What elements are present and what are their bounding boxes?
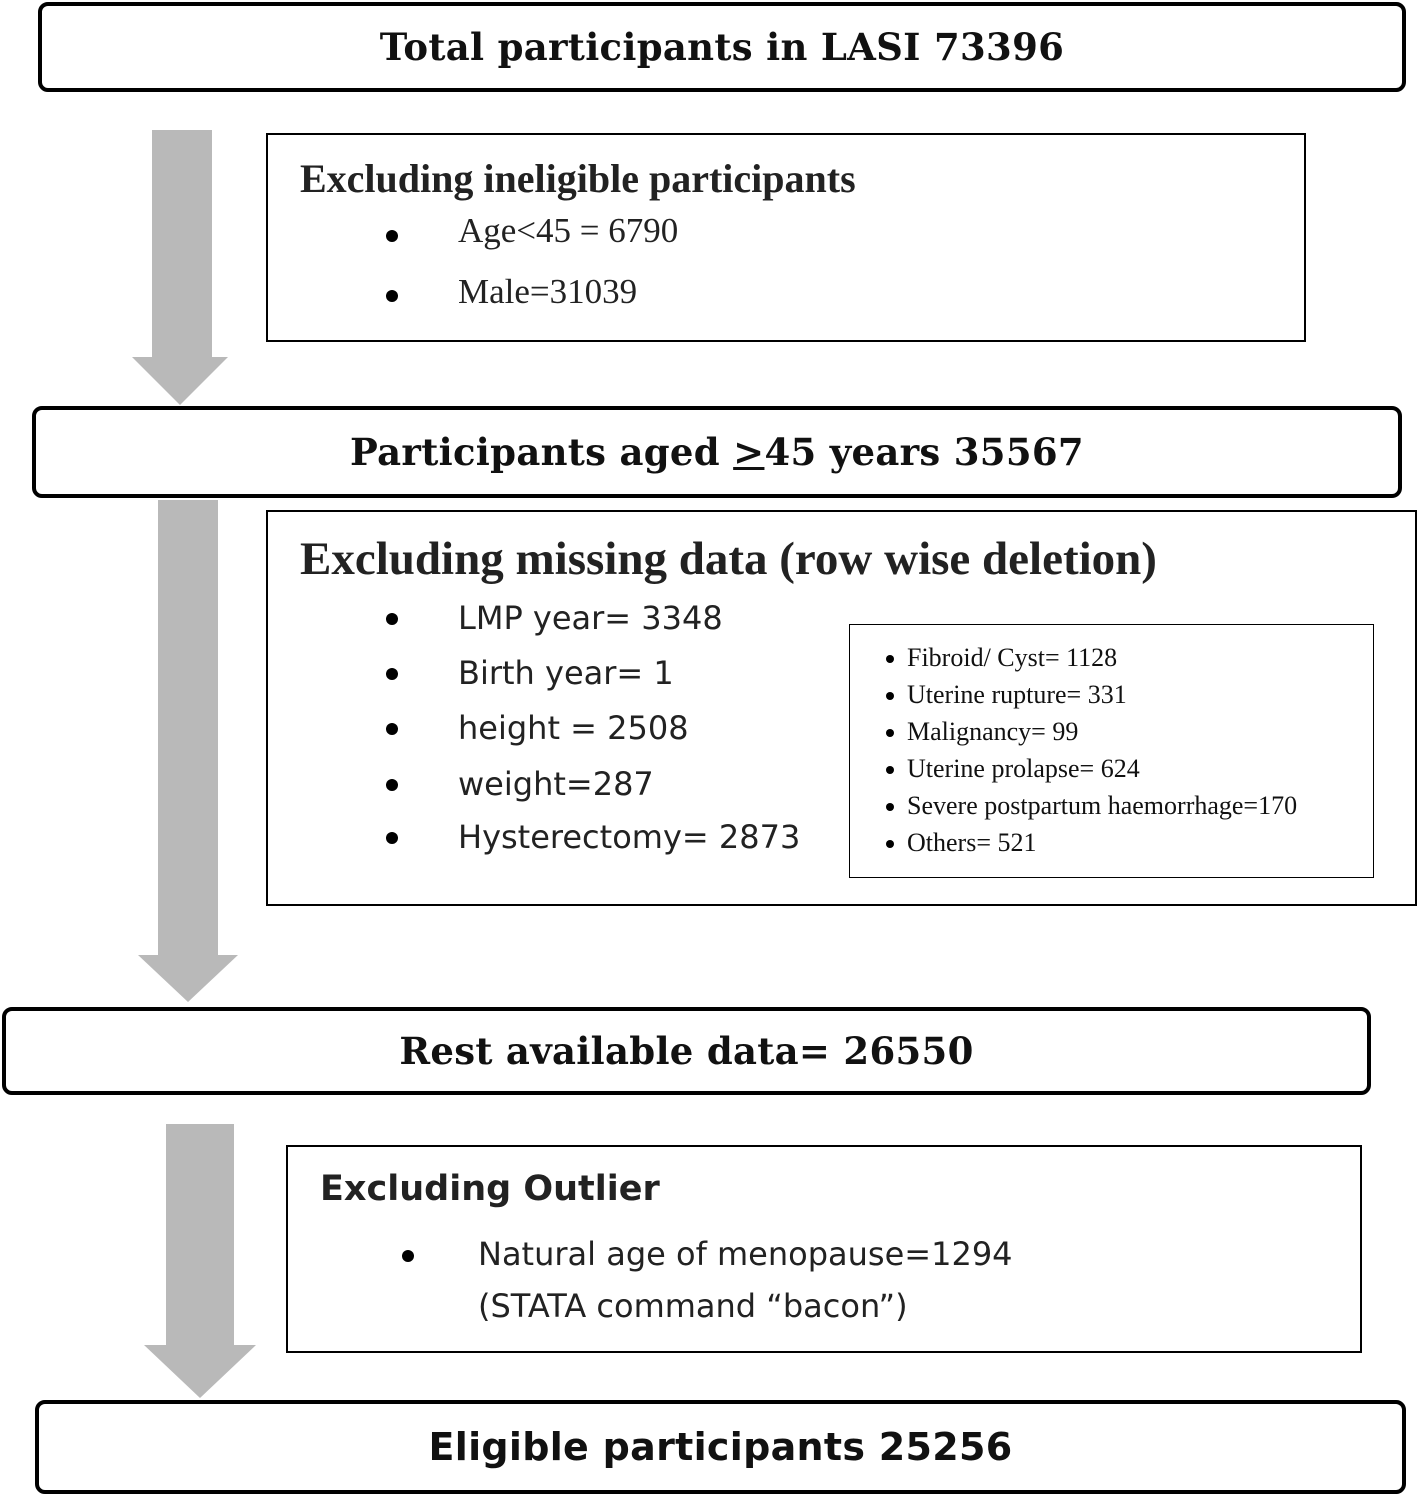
missing-birth-year-text: Birth year= 1 bbox=[458, 654, 674, 692]
down-arrow-1 bbox=[132, 130, 228, 405]
missing-hysterectomy-text: Hysterectomy= 2873 bbox=[458, 818, 801, 856]
participants-aged-suffix: 45 years 35567 bbox=[764, 430, 1084, 474]
reason-others-text: Others= 521 bbox=[907, 828, 1037, 857]
eligible-participants-box bbox=[35, 1400, 1406, 1494]
excluding-ineligible-box bbox=[266, 133, 1306, 342]
missing-lmp-text: LMP year= 3348 bbox=[458, 599, 723, 637]
hysterectomy-reasons-box bbox=[849, 624, 1374, 878]
bullet-icon bbox=[386, 832, 398, 844]
down-arrow-2 bbox=[138, 500, 238, 1002]
reason-uterine-rupture-text: Uterine rupture= 331 bbox=[907, 680, 1127, 709]
ineligible-age-text: Age<45 = 6790 bbox=[458, 211, 679, 250]
bullet-icon bbox=[886, 840, 894, 848]
reason-prolapse-text: Uterine prolapse= 624 bbox=[907, 754, 1140, 783]
greater-equal-symbol: > bbox=[733, 430, 765, 474]
bullet-icon bbox=[886, 692, 894, 700]
reason-malignancy-text: Malignancy= 99 bbox=[907, 717, 1079, 746]
bullet-icon bbox=[886, 655, 894, 663]
participants-aged-prefix: Participants aged bbox=[350, 430, 734, 474]
bullet-icon bbox=[386, 230, 398, 242]
rest-available-box bbox=[2, 1007, 1371, 1095]
rest-available-text: Rest available data= 26550 bbox=[399, 1029, 974, 1073]
down-arrow-3 bbox=[144, 1124, 256, 1398]
excluding-missing-title: Excluding missing data (row wise deletion) bbox=[300, 533, 1157, 585]
bullet-icon bbox=[386, 723, 398, 735]
excluding-ineligible-title: Excluding ineligible participants bbox=[300, 156, 856, 201]
bullet-icon bbox=[886, 803, 894, 811]
excluding-outlier-title: Excluding Outlier bbox=[320, 1169, 660, 1209]
bullet-icon bbox=[386, 668, 398, 680]
bullet-icon bbox=[886, 766, 894, 774]
total-participants-text: Total participants in LASI 73396 bbox=[379, 25, 1065, 69]
reason-fibroid-text: Fibroid/ Cyst= 1128 bbox=[907, 643, 1118, 672]
missing-weight-text: weight=287 bbox=[458, 765, 654, 803]
outlier-stata-text: (STATA command “bacon”) bbox=[478, 1287, 908, 1325]
total-participants-box bbox=[38, 2, 1406, 92]
bullet-icon bbox=[386, 779, 398, 791]
eligible-participants-text: Eligible participants 25256 bbox=[428, 1425, 1013, 1469]
participants-aged-box bbox=[32, 406, 1402, 498]
bullet-icon bbox=[402, 1250, 414, 1262]
bullet-icon bbox=[386, 290, 398, 302]
missing-height-text: height = 2508 bbox=[458, 709, 689, 747]
reason-haemorrhage-text: Severe postpartum haemorrhage=170 bbox=[907, 791, 1298, 820]
ineligible-male-text: Male=31039 bbox=[458, 272, 638, 311]
outlier-menopause-text: Natural age of menopause=1294 bbox=[478, 1235, 1013, 1273]
bullet-icon bbox=[386, 613, 398, 625]
bullet-icon bbox=[886, 729, 894, 737]
excluding-outlier-box bbox=[286, 1145, 1362, 1353]
